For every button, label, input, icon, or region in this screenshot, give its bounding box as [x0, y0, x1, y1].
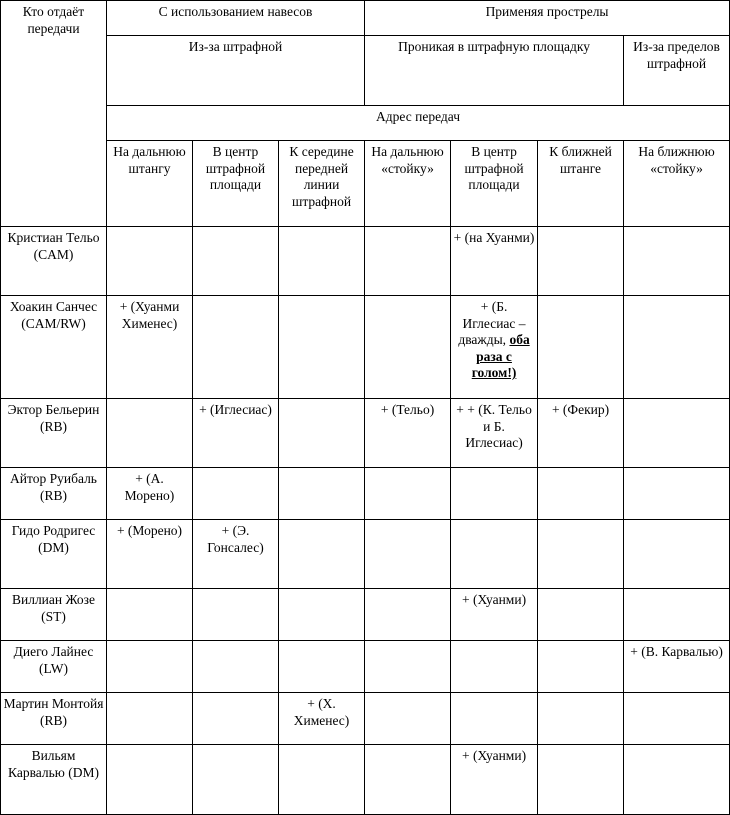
cell	[193, 693, 279, 745]
cell: + (Иглесиас)	[193, 399, 279, 468]
header-who-passes: Кто отдаёт передачи	[1, 1, 107, 227]
cell	[451, 296, 538, 399]
col-header-box-center-2: В центр штрафной площади	[451, 141, 538, 227]
cell	[365, 641, 451, 693]
cell	[624, 399, 730, 468]
cell	[193, 296, 279, 399]
goal-note: оба раза с голом!)	[471, 332, 530, 380]
cell	[365, 520, 451, 589]
player-cell: Эктор Бельерин (RB)	[1, 399, 107, 468]
cell	[624, 468, 730, 520]
cell	[279, 399, 365, 468]
cell	[538, 641, 624, 693]
player-cell: Кристиан Тельо (CAM)	[1, 227, 107, 296]
col-header-box-front-middle: К середине передней линии штрафной	[279, 141, 365, 227]
table-row	[1, 227, 730, 296]
cell	[193, 745, 279, 815]
cell	[451, 641, 538, 693]
cell	[365, 745, 451, 815]
col-header-near-stand: На ближнюю «стойку»	[624, 141, 730, 227]
cell	[365, 693, 451, 745]
cell-text: + (Б. Иглесиас – дважды,	[458, 299, 526, 347]
col-header-box-center: В центр штрафной площади	[193, 141, 279, 227]
header-from-beyond-box: Из-за пределов штрафной	[624, 36, 730, 106]
cell	[107, 399, 193, 468]
header-cutbacks: Применяя прострелы	[365, 1, 730, 36]
cell	[538, 468, 624, 520]
cell: + (Тельо)	[365, 399, 451, 468]
cell	[107, 745, 193, 815]
cell	[107, 641, 193, 693]
col-header-far-post: На дальнюю штангу	[107, 141, 193, 227]
cell	[624, 589, 730, 641]
cell	[538, 296, 624, 399]
table-row	[1, 589, 730, 641]
cell	[365, 296, 451, 399]
cell	[451, 520, 538, 589]
header-from-outside-box: Из-за штрафной	[107, 36, 365, 106]
cell	[624, 227, 730, 296]
header-penetrating-box: Проникая в штрафную площадку	[365, 36, 624, 106]
cell	[279, 520, 365, 589]
table-row	[1, 693, 730, 745]
cell	[365, 589, 451, 641]
cell	[365, 468, 451, 520]
header-pass-target: Адрес передач	[107, 106, 730, 141]
cell	[107, 589, 193, 641]
table-row	[1, 745, 730, 815]
cell: + (А. Морено)	[107, 468, 193, 520]
cell: + (Морено)	[107, 520, 193, 589]
cell: + (Хуанми Хименес)	[107, 296, 193, 399]
cell	[279, 641, 365, 693]
cell: + + (К. Тельо и Б. Иглесиас)	[451, 399, 538, 468]
table-row	[1, 468, 730, 520]
cell	[193, 589, 279, 641]
cell	[365, 227, 451, 296]
cell: + (В. Карвалью)	[624, 641, 730, 693]
cell	[279, 589, 365, 641]
cell	[107, 693, 193, 745]
cell	[107, 227, 193, 296]
table-row	[1, 641, 730, 693]
cell	[538, 693, 624, 745]
cell	[624, 520, 730, 589]
col-header-far-stand: На дальнюю «стойку»	[365, 141, 451, 227]
table-row	[1, 399, 730, 468]
cell	[624, 296, 730, 399]
cell	[538, 227, 624, 296]
player-cell: Айтор Руибаль (RB)	[1, 468, 107, 520]
cell	[279, 296, 365, 399]
cell	[279, 468, 365, 520]
player-cell: Виллиан Жозе (ST)	[1, 589, 107, 641]
player-cell: Гидо Родригес (DM)	[1, 520, 107, 589]
cell	[624, 693, 730, 745]
player-cell: Вильям Карвалью (DM)	[1, 745, 107, 815]
cell	[279, 227, 365, 296]
cell: + (Фекир)	[538, 399, 624, 468]
player-cell: Мартин Монтойя (RB)	[1, 693, 107, 745]
col-header-near-post: К ближней штанге	[538, 141, 624, 227]
cell	[538, 520, 624, 589]
cell	[451, 693, 538, 745]
cell	[193, 641, 279, 693]
cell: + (на Хуанми)	[451, 227, 538, 296]
cell	[193, 227, 279, 296]
cell	[624, 745, 730, 815]
header-crosses: С использованием навесов	[107, 1, 365, 36]
table-row	[1, 296, 730, 399]
cell	[538, 589, 624, 641]
cell	[279, 745, 365, 815]
cell: + (Хуанми)	[451, 745, 538, 815]
player-cell: Диего Лайнес (LW)	[1, 641, 107, 693]
cell: + (Х. Хименес)	[279, 693, 365, 745]
player-cell: Хоакин Санчес (CAM/RW)	[1, 296, 107, 399]
cell: + (Хуанми)	[451, 589, 538, 641]
cell	[451, 468, 538, 520]
cell: + (Э. Гонсалес)	[193, 520, 279, 589]
cell	[193, 468, 279, 520]
cell	[538, 745, 624, 815]
table-row	[1, 520, 730, 589]
